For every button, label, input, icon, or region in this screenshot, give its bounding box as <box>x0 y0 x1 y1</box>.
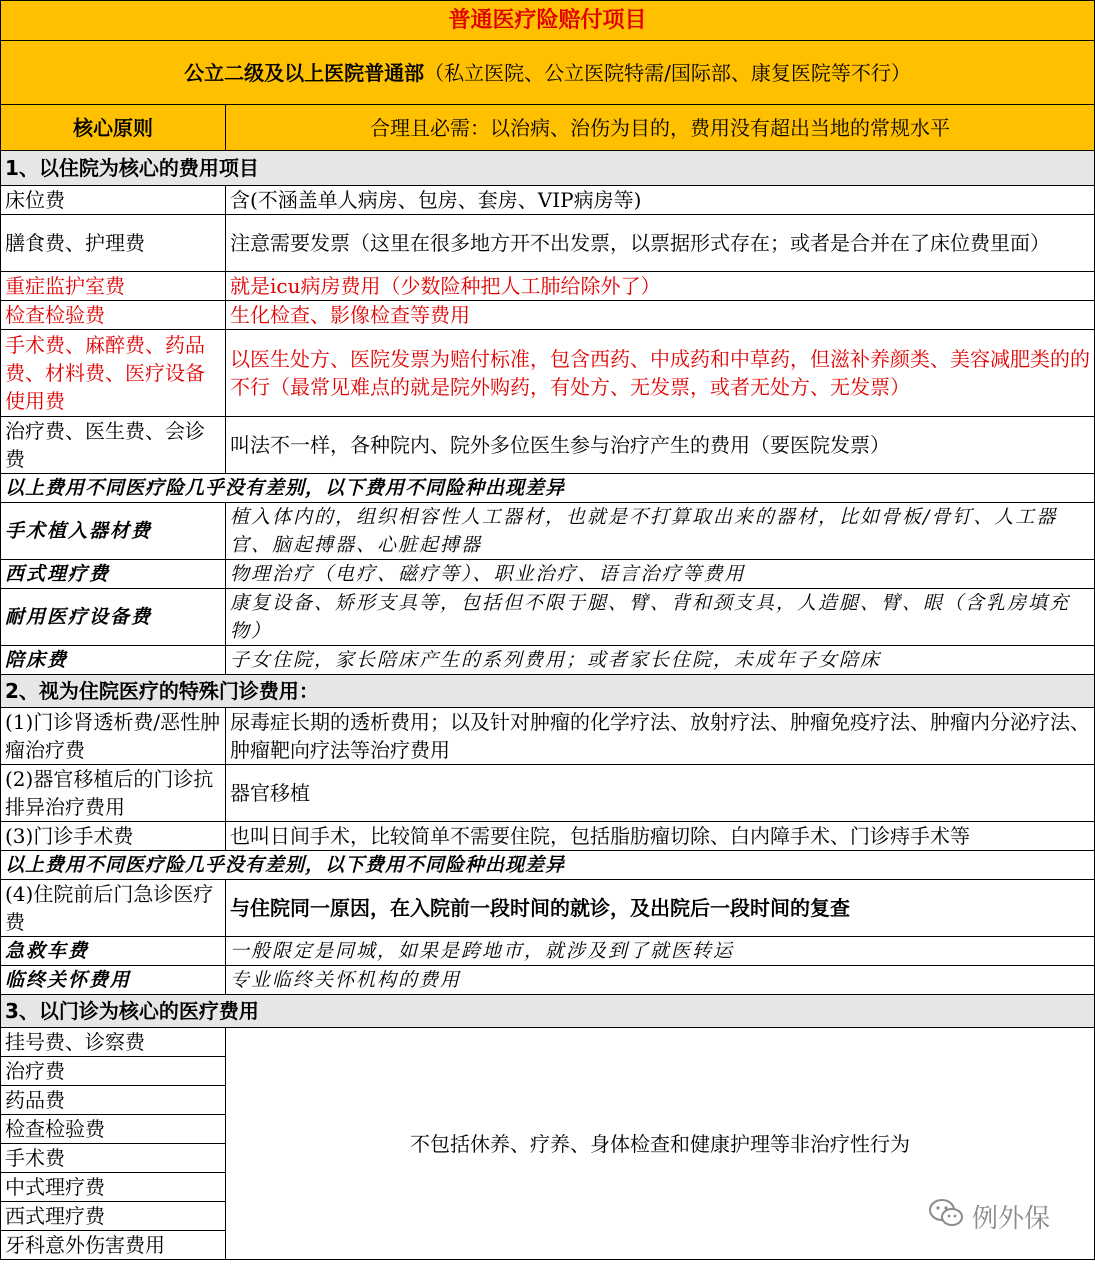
row-text: 器官移植 <box>226 765 1095 822</box>
row-label: 西式理疗费 <box>1 1202 226 1231</box>
row-text: 就是icu病房费用（少数险种把人工肺给除外了） <box>226 272 1095 301</box>
row-label: 膳食费、护理费 <box>1 215 226 272</box>
scope-bold: 公立二级及以上医院普通部 <box>184 60 425 85</box>
scope-row <box>1 41 1095 105</box>
row-label: 西式理疗费 <box>1 560 226 589</box>
row-label: (4)住院前后门急诊医疗费 <box>1 880 226 937</box>
row-label: 床位费 <box>1 186 226 215</box>
row-text: 植入体内的，组织相容性人工器材，也就是不打算取出来的器材，比如骨板/骨钉、人工器官、脑起搏器、心脏起搏器 <box>226 503 1095 560</box>
row-label: 挂号费、诊察费 <box>1 1028 226 1057</box>
row-label: 检查检验费 <box>1 1115 226 1144</box>
row-label: 治疗费 <box>1 1057 226 1086</box>
row-text: 康复设备、矫形支具等，包括但不限于腿、臂、背和颈支具，人造腿、臂、眼（含乳房填充物） <box>226 589 1095 646</box>
difference-note: 以上费用不同医疗险几乎没有差别，以下费用不同险种出现差异 <box>1 851 1095 880</box>
row-text: 专业临终关怀机构的费用 <box>226 966 1095 995</box>
row-label: 手术费、麻醉费、药品费、材料费、医疗设备使用费 <box>1 330 226 417</box>
wechat-icon <box>928 1198 964 1235</box>
row-text: 尿毒症长期的透析费用；以及针对肿瘤的化学疗法、放射疗法、肿瘤免疫疗法、肿瘤内分泌疗法、肿瘤靶向疗法等治疗费用 <box>226 708 1095 765</box>
row-label: 手术费 <box>1 1144 226 1173</box>
row-label: 牙科意外伤害费用 <box>1 1231 226 1260</box>
row-label: (2)器官移植后的门诊抗排异治疗费用 <box>1 765 226 822</box>
row-text: 叫法不一样，各种院内、院外多位医生参与治疗产生的费用（要医院发票） <box>226 417 1095 474</box>
row-text: 与住院同一原因，在入院前一段时间的就诊，及出院后一段时间的复查 <box>226 880 1095 937</box>
row-text: 生化检查、影像检查等费用 <box>226 301 1095 330</box>
row-label: 药品费 <box>1 1086 226 1115</box>
principle-label: 核心原则 <box>1 105 226 151</box>
row-label: 急救车费 <box>1 937 226 966</box>
row-label: 重症监护室费 <box>1 272 226 301</box>
scope-rest: （私立医院、公立医院特需/国际部、康复医院等不行） <box>424 60 911 85</box>
row-label: 手术植入器材费 <box>1 503 226 560</box>
section-1-heading: 1、以住院为核心的费用项目 <box>1 151 1095 186</box>
row-label: (1)门诊肾透析费/恶性肿瘤治疗费 <box>1 708 226 765</box>
section-2-heading: 2、视为住院医疗的特殊门诊费用： <box>1 675 1095 708</box>
row-text: 一般限定是同城，如果是跨地市，就涉及到了就医转运 <box>226 937 1095 966</box>
outpatient-exclusion-text: 不包括休养、疗养、身体检查和健康护理等非治疗性行为 <box>226 1028 1095 1260</box>
row-text: 也叫日间手术，比较简单不需要住院，包括脂肪瘤切除、白内障手术、门诊痔手术等 <box>226 822 1095 851</box>
row-text: 子女住院，家长陪床产生的系列费用；或者家长住院，未成年子女陪床 <box>226 646 1095 675</box>
row-label: 耐用医疗设备费 <box>1 589 226 646</box>
row-text: 物理治疗（电疗、磁疗等）、职业治疗、语言治疗等费用 <box>226 560 1095 589</box>
section-3-heading: 3、以门诊为核心的医疗费用 <box>1 995 1095 1028</box>
principle-text: 合理且必需：以治病、治伤为目的，费用没有超出当地的常规水平 <box>226 105 1095 151</box>
difference-note: 以上费用不同医疗险几乎没有差别，以下费用不同险种出现差异 <box>1 474 1095 503</box>
row-label: 治疗费、医生费、会诊费 <box>1 417 226 474</box>
row-label: 中式理疗费 <box>1 1173 226 1202</box>
row-label: 临终关怀费用 <box>1 966 226 995</box>
row-label: 陪床费 <box>1 646 226 675</box>
watermark <box>928 1198 1050 1235</box>
row-text: 注意需要发票（这里在很多地方开不出发票，以票据形式存在；或者是合并在了床位费里面） <box>226 215 1095 272</box>
page-title: 普通医疗险赔付项目 <box>1 1 1095 41</box>
watermark-text: 例外保 <box>972 1204 1051 1234</box>
row-text: 以医生处方、医院发票为赔付标准，包含西药、中成药和中草药，但滋补养颜类、美容减肥类的的不行（最常见难点的就是院外购药，有处方、无发票，或者无处方、无发票） <box>226 330 1095 417</box>
row-text: 含(不涵盖单人病房、包房、套房、VIP病房等) <box>226 186 1095 215</box>
row-label: 检查检验费 <box>1 301 226 330</box>
row-label: (3)门诊手术费 <box>1 822 226 851</box>
